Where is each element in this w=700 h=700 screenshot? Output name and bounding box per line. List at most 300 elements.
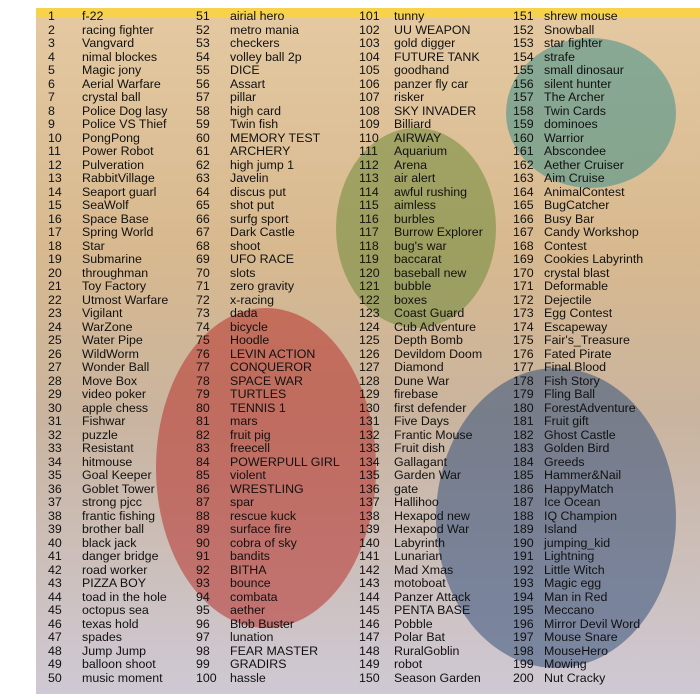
game-number: 33 xyxy=(48,441,62,455)
game-number: 37 xyxy=(48,495,62,509)
game-title: FEAR MASTER xyxy=(230,643,319,658)
game-title: music moment xyxy=(82,670,163,685)
game-title: Goblet Tower xyxy=(82,481,155,496)
game-number: 107 xyxy=(359,90,380,104)
game-title: Power Robot xyxy=(82,144,154,158)
game-title: The Archer xyxy=(544,90,605,104)
game-number: 89 xyxy=(196,522,210,536)
game-number: 177 xyxy=(513,360,534,374)
game-number: 56 xyxy=(196,76,210,91)
game-title: aimless xyxy=(394,198,436,212)
game-number: 42 xyxy=(48,562,62,577)
game-number: 163 xyxy=(513,171,534,185)
game-title: checkers xyxy=(230,36,280,50)
game-number: 48 xyxy=(48,643,62,658)
game-number: 158 xyxy=(513,103,534,118)
game-title: Move Box xyxy=(82,373,138,388)
game-number: 128 xyxy=(359,373,380,388)
game-title: goodhand xyxy=(394,63,450,77)
game-number: 176 xyxy=(513,346,534,361)
game-number: 52 xyxy=(196,22,210,37)
game-number: 98 xyxy=(196,643,210,658)
game-title: firebase xyxy=(394,387,439,401)
game-title: Twin Cards xyxy=(544,103,606,118)
game-number: 199 xyxy=(513,657,534,671)
game-number: 120 xyxy=(359,265,380,280)
game-title: surface fire xyxy=(230,522,292,536)
game-number: 6 xyxy=(48,76,55,91)
game-title: Wonder Ball xyxy=(82,360,150,374)
game-number: 170 xyxy=(513,265,534,280)
game-title: dominoes xyxy=(544,117,598,131)
game-title: risker xyxy=(394,90,425,104)
game-number: 3 xyxy=(48,36,55,50)
game-title: Lunarian xyxy=(394,549,443,563)
game-title: Billiard xyxy=(394,117,432,131)
game-title: tunny xyxy=(394,9,425,23)
game-number: 181 xyxy=(513,414,534,428)
game-number: 196 xyxy=(513,616,534,631)
game-title: Resistant xyxy=(82,441,134,455)
game-number: 58 xyxy=(196,103,210,118)
game-number: 198 xyxy=(513,643,534,658)
game-number: 134 xyxy=(359,454,380,469)
game-title: Spring World xyxy=(82,225,154,239)
game-title: high jump 1 xyxy=(230,157,295,172)
game-title: cobra of sky xyxy=(230,535,297,550)
game-number: 44 xyxy=(48,589,62,604)
game-title: slots xyxy=(230,265,256,280)
game-title: Arena xyxy=(394,157,428,172)
game-title: rescue kuck xyxy=(230,508,297,523)
game-number: 40 xyxy=(48,535,62,550)
game-title: Greeds xyxy=(544,454,585,469)
game-number: 129 xyxy=(359,387,380,401)
game-number: 159 xyxy=(513,117,534,131)
game-number: 115 xyxy=(359,198,379,212)
game-title: ARCHERY xyxy=(230,144,291,158)
game-number: 78 xyxy=(196,373,210,388)
game-number: 116 xyxy=(359,211,379,226)
game-title: Toy Factory xyxy=(82,279,147,293)
game-number: 131 xyxy=(359,414,380,428)
game-number: 152 xyxy=(513,22,534,37)
game-title: Busy Bar xyxy=(544,211,595,226)
game-number: 164 xyxy=(513,184,534,199)
game-number: 180 xyxy=(513,400,534,415)
game-title: Depth Bomb xyxy=(394,333,463,347)
game-number: 17 xyxy=(48,225,62,239)
game-title: Pobble xyxy=(394,616,433,631)
game-title: Hexapod War xyxy=(394,522,470,536)
game-title: Fishwar xyxy=(82,414,126,428)
game-title: puzzle xyxy=(82,427,118,442)
game-title: metro mania xyxy=(230,22,299,37)
game-title: Assart xyxy=(230,76,266,91)
game-number: 23 xyxy=(48,306,62,320)
game-number: 1 xyxy=(48,9,55,23)
game-number: 29 xyxy=(48,387,62,401)
game-title: MouseHero xyxy=(544,643,609,658)
game-number: 93 xyxy=(196,576,210,590)
game-number: 153 xyxy=(513,36,534,50)
game-title: Hallihoo xyxy=(394,495,439,509)
game-title: Magic egg xyxy=(544,576,602,590)
game-title: UU WEAPON xyxy=(394,22,471,37)
game-number: 84 xyxy=(196,454,210,469)
game-title: air alert xyxy=(394,171,436,185)
game-title: Twin fish xyxy=(230,117,279,131)
game-number: 151 xyxy=(513,9,534,23)
game-number: 91 xyxy=(196,549,210,563)
game-title: bounce xyxy=(230,576,271,590)
game-number: 83 xyxy=(196,441,210,455)
game-title: octopus sea xyxy=(82,603,149,617)
game-title: Seaport guarl xyxy=(82,184,157,199)
game-title: Contest xyxy=(544,238,587,253)
game-number: 185 xyxy=(513,468,534,482)
game-number: 102 xyxy=(359,22,380,37)
game-number: 190 xyxy=(513,535,534,550)
game-title: Vigilant xyxy=(82,306,123,320)
game-title: Fruit gift xyxy=(544,414,589,428)
game-number: 189 xyxy=(513,522,534,536)
game-title: robot xyxy=(394,657,423,671)
game-title: hitmouse xyxy=(82,454,133,469)
game-number: 64 xyxy=(196,184,210,199)
game-title: RabbitVillage xyxy=(82,171,155,185)
game-title: Nut Cracky xyxy=(544,670,606,685)
game-title: small dinosaur xyxy=(544,63,624,77)
game-title: nimal blockes xyxy=(82,49,158,64)
game-title: Mouse Snare xyxy=(544,630,618,644)
game-number: 186 xyxy=(513,481,534,496)
game-number: 70 xyxy=(196,265,210,280)
game-title: x-racing xyxy=(230,292,275,307)
game-number: 81 xyxy=(196,414,210,428)
game-number: 144 xyxy=(359,589,380,604)
game-title: Frantic Mouse xyxy=(394,427,473,442)
game-number: 62 xyxy=(196,157,210,172)
game-title: toad in the hole xyxy=(82,589,167,604)
game-number: 168 xyxy=(513,238,534,253)
game-number: 49 xyxy=(48,657,62,671)
game-title: Meccano xyxy=(544,603,595,617)
game-title: CONQUEROR xyxy=(230,360,312,374)
game-number: 161 xyxy=(513,144,534,158)
game-number: 46 xyxy=(48,616,62,631)
game-number: 57 xyxy=(196,90,210,104)
game-title: fruit pig xyxy=(230,427,271,442)
game-number: 10 xyxy=(48,130,62,145)
game-title: Pulveration xyxy=(82,157,144,172)
game-number: 110 xyxy=(359,130,379,145)
game-number: 75 xyxy=(196,333,210,347)
game-title: lunation xyxy=(230,630,274,644)
game-title: Blob Buster xyxy=(230,616,295,631)
game-title: SPACE WAR xyxy=(230,373,303,388)
game-title: GRADIRS xyxy=(230,657,287,671)
game-title: spades xyxy=(82,630,122,644)
game-title: video poker xyxy=(82,387,147,401)
game-number: 157 xyxy=(513,90,534,104)
game-number: 67 xyxy=(196,225,210,239)
game-title: Devildom Doom xyxy=(394,346,483,361)
game-number: 4 xyxy=(48,49,55,64)
game-title: Cookies Labyrinth xyxy=(544,252,644,266)
game-number: 60 xyxy=(196,130,210,145)
game-title: boxes xyxy=(394,292,428,307)
game-number: 111 xyxy=(359,144,378,158)
game-title: burbles xyxy=(394,211,435,226)
game-number: 11 xyxy=(48,144,61,158)
game-number: 66 xyxy=(196,211,210,226)
game-number: 184 xyxy=(513,454,534,469)
game-title: RuralGoblin xyxy=(394,643,460,658)
game-number: 69 xyxy=(196,252,210,266)
game-number: 41 xyxy=(48,549,62,563)
game-title: Egg Contest xyxy=(544,306,613,320)
game-title: strong pjcc xyxy=(82,495,142,509)
game-title: FUTURE TANK xyxy=(394,49,480,64)
game-title: Star xyxy=(82,238,105,253)
game-title: Cub Adventure xyxy=(394,319,476,334)
game-number: 2 xyxy=(48,22,55,37)
game-title: DICE xyxy=(230,63,260,77)
game-title: danger bridge xyxy=(82,549,159,563)
game-title: AnimalContest xyxy=(544,184,625,199)
game-title: first defender xyxy=(394,400,467,415)
game-number: 45 xyxy=(48,603,62,617)
game-title: apple chess xyxy=(82,400,149,415)
game-title: Water Pipe xyxy=(82,333,143,347)
game-number: 141 xyxy=(359,549,380,563)
game-number: 80 xyxy=(196,400,210,415)
game-number: 38 xyxy=(48,508,62,523)
game-title: Man in Red xyxy=(544,589,608,604)
game-number: 104 xyxy=(359,49,380,64)
game-number: 119 xyxy=(359,252,379,266)
game-number: 82 xyxy=(196,427,210,442)
game-number: 9 xyxy=(48,117,55,131)
game-number: 65 xyxy=(196,198,210,212)
game-number: 13 xyxy=(48,171,62,185)
game-number: 25 xyxy=(48,333,62,347)
game-number: 108 xyxy=(359,103,380,118)
game-title: baccarat xyxy=(394,252,442,266)
game-number: 71 xyxy=(196,279,210,293)
game-title: brother ball xyxy=(82,522,144,536)
game-title: Gallagant xyxy=(394,454,448,469)
game-title: awful rushing xyxy=(394,184,468,199)
game-number: 76 xyxy=(196,346,210,361)
game-title: Javelin xyxy=(230,171,269,185)
game-title: Fated Pirate xyxy=(544,346,612,361)
game-number: 138 xyxy=(359,508,380,523)
game-title: silent hunter xyxy=(544,76,612,91)
game-number: 55 xyxy=(196,63,210,77)
game-number: 178 xyxy=(513,373,534,388)
game-number: 195 xyxy=(513,603,534,617)
game-title: Labyrinth xyxy=(394,535,445,550)
game-title: black jack xyxy=(82,535,137,550)
game-title: SeaWolf xyxy=(82,198,129,212)
game-number: 86 xyxy=(196,481,210,496)
game-title: Aim Cruise xyxy=(544,171,605,185)
game-title: Season Garden xyxy=(394,670,481,685)
game-number: 148 xyxy=(359,643,380,658)
game-number: 95 xyxy=(196,603,210,617)
game-title: Aether Cruiser xyxy=(544,157,624,172)
game-title: Space Base xyxy=(82,211,149,226)
game-title: Candy Workshop xyxy=(544,225,639,239)
game-number: 162 xyxy=(513,157,534,172)
game-title: Garden War xyxy=(394,468,462,482)
game-number: 193 xyxy=(513,576,534,590)
game-title: Aerial Warfare xyxy=(82,76,161,91)
game-number: 197 xyxy=(513,630,534,644)
game-number: 149 xyxy=(359,657,380,671)
game-number: 77 xyxy=(196,360,210,374)
game-number: 53 xyxy=(196,36,210,50)
game-number: 132 xyxy=(359,427,380,442)
game-number: 182 xyxy=(513,427,534,442)
game-title: Coast Guard xyxy=(394,306,465,320)
game-title: Vangvard xyxy=(82,36,135,50)
game-title: Fair's_Treasure xyxy=(544,333,630,347)
game-number: 24 xyxy=(48,319,62,334)
game-title: Goal Keeper xyxy=(82,468,152,482)
game-title: baseball new xyxy=(394,265,467,280)
game-number: 126 xyxy=(359,346,380,361)
game-title: freecell xyxy=(230,441,270,455)
game-number: 137 xyxy=(359,495,380,509)
game-title: mars xyxy=(230,414,258,428)
game-number: 187 xyxy=(513,495,534,509)
game-number: 92 xyxy=(196,562,210,577)
game-title: violent xyxy=(230,468,266,482)
game-number: 146 xyxy=(359,616,380,631)
game-number: 26 xyxy=(48,346,62,361)
game-title: Ghost Castle xyxy=(544,427,616,442)
game-number: 16 xyxy=(48,211,62,226)
game-title: bicycle xyxy=(230,319,268,334)
game-number: 112 xyxy=(359,157,379,172)
game-title: TENNIS 1 xyxy=(230,400,286,415)
game-title: gate xyxy=(394,481,419,496)
game-title: Fruit dish xyxy=(394,441,445,455)
game-number: 136 xyxy=(359,481,380,496)
game-number: 143 xyxy=(359,576,380,590)
game-number: 171 xyxy=(513,279,534,293)
game-title: Escapeway xyxy=(544,319,608,334)
game-title: Hexapod new xyxy=(394,508,470,523)
game-number: 34 xyxy=(48,454,62,469)
game-number: 47 xyxy=(48,630,62,644)
game-number: 43 xyxy=(48,576,62,590)
game-number: 188 xyxy=(513,508,534,523)
game-number: 125 xyxy=(359,333,380,347)
game-number: 123 xyxy=(359,306,380,320)
game-title: jumping_kid xyxy=(544,535,611,550)
game-number: 113 xyxy=(359,171,379,185)
game-title: hassle xyxy=(230,670,266,685)
game-number: 51 xyxy=(196,9,210,23)
game-number: 8 xyxy=(48,103,55,118)
game-number: 139 xyxy=(359,522,380,536)
game-number: 28 xyxy=(48,373,62,388)
game-number: 166 xyxy=(513,211,534,226)
game-number: 15 xyxy=(48,198,62,212)
game-number: 61 xyxy=(196,144,210,158)
game-title: WildWorm xyxy=(82,346,139,361)
game-number: 88 xyxy=(196,508,210,523)
game-number: 79 xyxy=(196,387,210,401)
game-number: 54 xyxy=(196,49,210,64)
game-number: 183 xyxy=(513,441,534,455)
game-title: Island xyxy=(544,522,578,536)
game-title: gold digger xyxy=(394,36,456,50)
game-number: 14 xyxy=(48,184,62,199)
game-title: Police Dog lasy xyxy=(82,103,168,118)
game-number: 59 xyxy=(196,117,210,131)
game-title: Ice Ocean xyxy=(544,495,601,509)
game-title: Deformable xyxy=(544,279,609,293)
game-title: balloon shoot xyxy=(82,657,156,671)
game-title: motoboat xyxy=(394,576,446,590)
game-title: MEMORY TEST xyxy=(230,130,321,145)
game-title: Five Days xyxy=(394,414,450,428)
game-number: 99 xyxy=(196,657,210,671)
game-number: 22 xyxy=(48,292,62,307)
game-number: 165 xyxy=(513,198,534,212)
game-title: UFO RACE xyxy=(230,252,295,266)
game-number: 72 xyxy=(196,292,210,307)
game-number: 130 xyxy=(359,400,380,415)
game-title: combata xyxy=(230,589,278,604)
game-title: frantic fishing xyxy=(82,508,156,523)
game-title: shrew mouse xyxy=(544,9,618,23)
game-number: 96 xyxy=(196,616,210,631)
game-title: aether xyxy=(230,603,266,617)
game-number: 179 xyxy=(513,387,534,401)
game-number: 27 xyxy=(48,360,62,374)
game-title: strafe xyxy=(544,49,575,64)
game-title: Burrow Explorer xyxy=(394,225,483,239)
game-number: 147 xyxy=(359,630,380,644)
game-title: Snowball xyxy=(544,22,595,37)
game-number: 18 xyxy=(48,238,62,253)
game-title: pillar xyxy=(230,90,257,104)
game-number: 145 xyxy=(359,603,380,617)
game-title: panzer fly car xyxy=(394,76,469,91)
game-number: 156 xyxy=(513,76,534,91)
game-title: Little Witch xyxy=(544,562,605,577)
game-title: ForestAdventure xyxy=(544,400,636,415)
game-title: POWERPULL GIRL xyxy=(230,454,340,469)
game-title: Warrior xyxy=(544,130,585,145)
game-number: 35 xyxy=(48,468,62,482)
game-title: airial hero xyxy=(230,9,285,23)
game-number: 105 xyxy=(359,63,380,77)
game-title: spar xyxy=(230,495,255,509)
game-number: 74 xyxy=(196,319,210,334)
game-number: 32 xyxy=(48,427,62,442)
game-number: 150 xyxy=(359,670,380,685)
game-title: SKY INVADER xyxy=(394,103,477,118)
game-title: Mad Xmas xyxy=(394,562,454,577)
game-number: 101 xyxy=(359,9,380,23)
